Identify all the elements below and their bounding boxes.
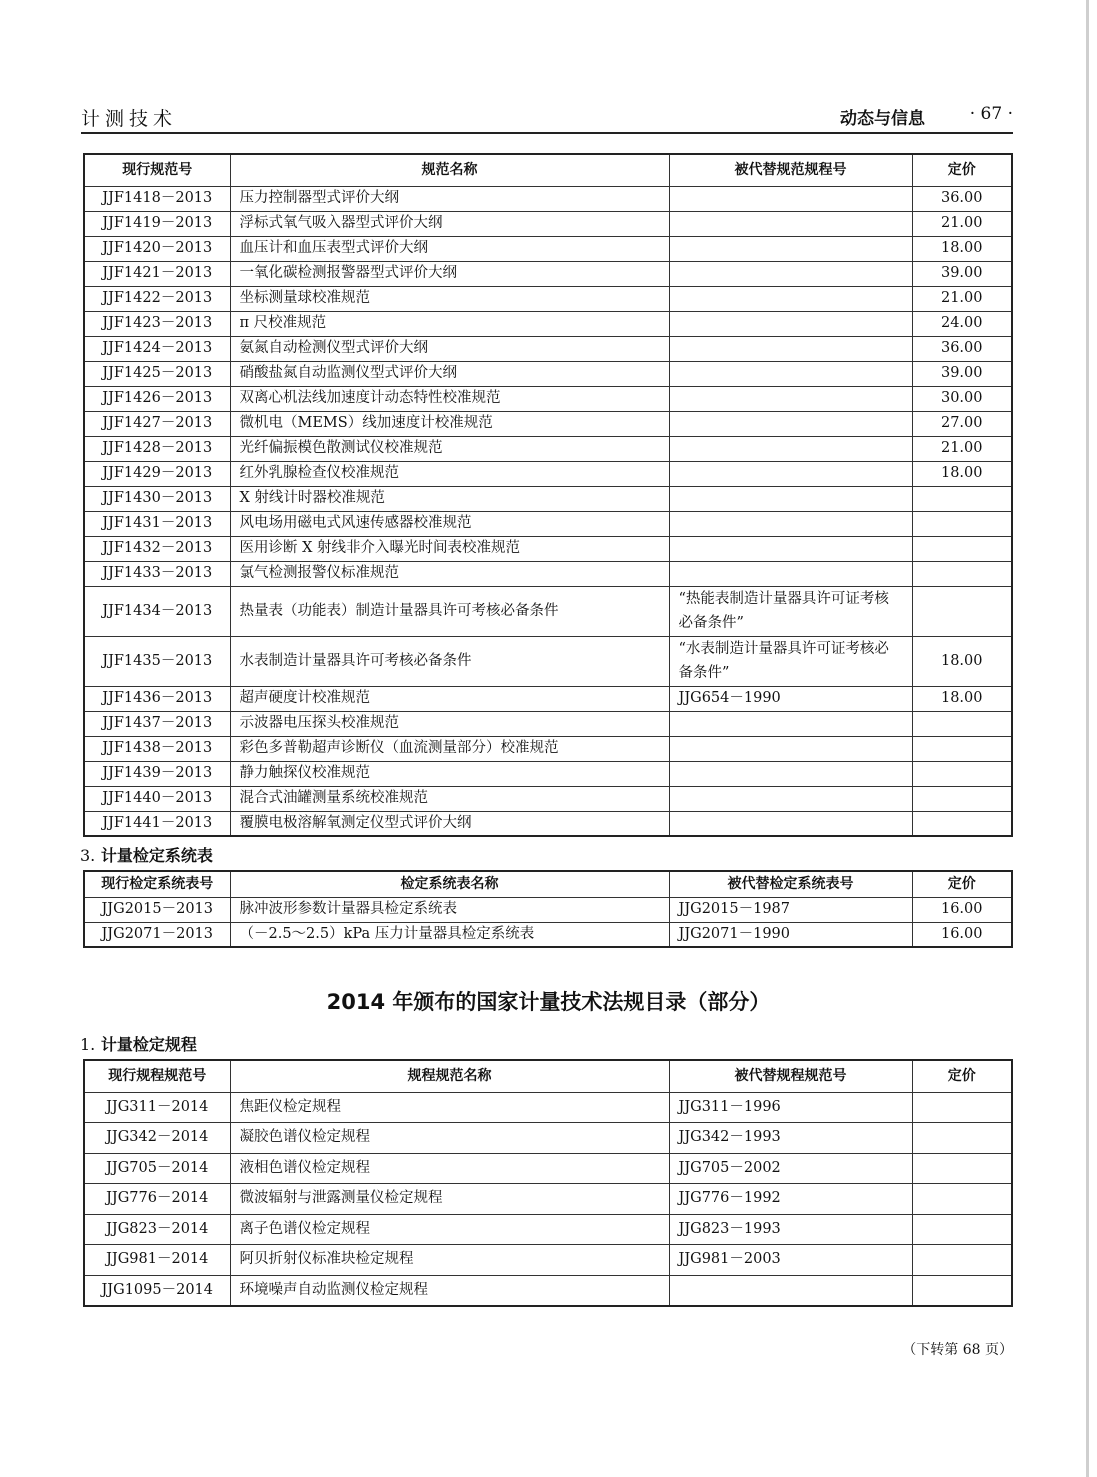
page-number: · 67 ·	[969, 104, 1013, 124]
table-row	[84, 1153, 1012, 1184]
spec-name-cell: 医用诊断 X 射线非介入曝光时间表校准规范	[230, 536, 669, 561]
spec-name-cell: 硝酸盐氮自动监测仪型式评价大纲	[230, 361, 669, 386]
spec-code-cell: JJG1095－2014	[84, 1275, 230, 1306]
replaced-spec-cell: JJG342－1993	[669, 1123, 912, 1154]
replaced-spec-cell	[669, 336, 912, 361]
spec-name-cell: 光纤偏振模色散测试仪校准规范	[230, 436, 669, 461]
replaced-spec-cell	[669, 561, 912, 586]
spec-code-cell: JJF1418－2013	[84, 186, 230, 211]
column-header: 规程规范名称	[230, 1060, 669, 1092]
table-row	[84, 636, 1012, 686]
column-header: 定价	[912, 871, 1012, 897]
spec-code-cell: JJF1430－2013	[84, 486, 230, 511]
spec-code-cell: JJF1434－2013	[84, 586, 230, 636]
replaced-spec-cell: JJG2015－1987	[669, 897, 912, 922]
table-row	[84, 561, 1012, 586]
running-header	[81, 104, 1013, 134]
spec-name-cell: 混合式油罐测量系统校准规范	[230, 786, 669, 811]
replaced-spec-cell	[669, 461, 912, 486]
table-row	[84, 386, 1012, 411]
price-cell	[912, 511, 1012, 536]
spec-name-cell: 坐标测量球校准规范	[230, 286, 669, 311]
spec-name-cell: 一氧化碳检测报警器型式评价大纲	[230, 261, 669, 286]
price-cell	[912, 1275, 1012, 1306]
table-row	[84, 511, 1012, 536]
price-cell	[912, 1092, 1012, 1123]
replaced-spec-cell	[669, 786, 912, 811]
spec-table-2013	[83, 153, 1013, 837]
price-cell	[912, 711, 1012, 736]
column-header: 定价	[912, 154, 1012, 186]
table-row	[84, 536, 1012, 561]
section-number: 1.	[80, 1035, 96, 1054]
spec-code-cell: JJF1429－2013	[84, 461, 230, 486]
spec-name-cell: 彩色多普勒超声诊断仪（血流测量部分）校准规范	[230, 736, 669, 761]
replaced-spec-cell	[669, 411, 912, 436]
replaced-spec-cell: JJG311－1996	[669, 1092, 912, 1123]
spec-code-cell: JJF1420－2013	[84, 236, 230, 261]
replaced-spec-cell	[669, 711, 912, 736]
table-row	[84, 186, 1012, 211]
table-row	[84, 336, 1012, 361]
section-heading	[80, 1032, 197, 1055]
spec-name-cell: 液相色谱仪检定规程	[230, 1153, 669, 1184]
replaced-spec-cell	[669, 386, 912, 411]
price-cell: 36.00	[912, 336, 1012, 361]
price-cell: 18.00	[912, 686, 1012, 711]
price-cell: 30.00	[912, 386, 1012, 411]
price-cell	[912, 1214, 1012, 1245]
spec-name-cell: 水表制造计量器具许可考核必备条件	[230, 636, 669, 686]
replaced-spec-cell	[669, 286, 912, 311]
section-heading	[80, 843, 213, 866]
spec-code-cell: JJF1438－2013	[84, 736, 230, 761]
spec-code-cell: JJF1436－2013	[84, 686, 230, 711]
section-title-text: 计量检定规程	[100, 1035, 197, 1054]
column-header: 现行规程规范号	[84, 1060, 230, 1092]
price-cell	[912, 1245, 1012, 1276]
spec-name-cell: 离子色谱仪检定规程	[230, 1214, 669, 1245]
table-row	[84, 411, 1012, 436]
spec-code-cell: JJG705－2014	[84, 1153, 230, 1184]
spec-name-cell: 氨氮自动检测仪型式评价大纲	[230, 336, 669, 361]
column-header: 定价	[912, 1060, 1012, 1092]
spec-code-cell: JJG342－2014	[84, 1123, 230, 1154]
price-cell	[912, 786, 1012, 811]
table-header-row	[84, 154, 1012, 186]
table-row	[84, 1245, 1012, 1276]
spec-name-cell: 脉冲波形参数计量器具检定系统表	[230, 897, 669, 922]
continuation-note: （下转第 68 页）	[902, 1342, 1013, 1358]
table-body	[84, 1092, 1012, 1306]
table-row	[84, 211, 1012, 236]
spec-code-cell: JJG981－2014	[84, 1245, 230, 1276]
table-header-row	[84, 1060, 1012, 1092]
replaced-spec-cell	[669, 761, 912, 786]
table-body	[84, 897, 1012, 947]
spec-name-cell: 氯气检测报警仪标准规范	[230, 561, 669, 586]
table-row	[84, 736, 1012, 761]
price-cell: 21.00	[912, 211, 1012, 236]
spec-code-cell: JJG776－2014	[84, 1184, 230, 1215]
replaced-spec-cell	[669, 261, 912, 286]
table-row	[84, 686, 1012, 711]
replaced-spec-cell	[669, 736, 912, 761]
spec-name-cell: 环境噪声自动监测仪检定规程	[230, 1275, 669, 1306]
page-edge-rule	[1086, 0, 1089, 1477]
price-cell: 24.00	[912, 311, 1012, 336]
replaced-spec-cell	[669, 511, 912, 536]
table-row	[84, 1275, 1012, 1306]
price-cell: 27.00	[912, 411, 1012, 436]
spec-name-cell: 阿贝折射仪标准块检定规程	[230, 1245, 669, 1276]
price-cell	[912, 1153, 1012, 1184]
price-cell	[912, 486, 1012, 511]
replaced-spec-cell	[669, 236, 912, 261]
spec-name-cell: 示波器电压探头校准规范	[230, 711, 669, 736]
table-row	[84, 361, 1012, 386]
price-cell: 18.00	[912, 461, 1012, 486]
spec-code-cell: JJF1441－2013	[84, 811, 230, 836]
spec-name-cell: 静力触探仪校准规范	[230, 761, 669, 786]
spec-code-cell: JJF1419－2013	[84, 211, 230, 236]
spec-name-cell: 微机电（MEMS）线加速度计校准规范	[230, 411, 669, 436]
replaced-spec-cell	[669, 486, 912, 511]
table-row	[84, 236, 1012, 261]
spec-code-cell: JJF1425－2013	[84, 361, 230, 386]
spec-code-cell: JJF1431－2013	[84, 511, 230, 536]
table-row	[84, 286, 1012, 311]
replaced-spec-cell	[669, 436, 912, 461]
table-row	[84, 311, 1012, 336]
spec-code-cell: JJG823－2014	[84, 1214, 230, 1245]
price-cell	[912, 811, 1012, 836]
price-cell	[912, 1123, 1012, 1154]
replaced-spec-cell: JJG654－1990	[669, 686, 912, 711]
replaced-spec-cell: JJG776－1992	[669, 1184, 912, 1215]
spec-code-cell: JJF1427－2013	[84, 411, 230, 436]
spec-name-cell: 浮标式氧气吸入器型式评价大纲	[230, 211, 669, 236]
spec-name-cell: 热量表（功能表）制造计量器具许可考核必备条件	[230, 586, 669, 636]
table-row	[84, 1092, 1012, 1123]
table-row	[84, 786, 1012, 811]
table-row	[84, 436, 1012, 461]
table-row	[84, 1184, 1012, 1215]
spec-code-cell: JJF1432－2013	[84, 536, 230, 561]
spec-name-cell: π 尺校准规范	[230, 311, 669, 336]
spec-code-cell: JJF1437－2013	[84, 711, 230, 736]
spec-name-cell: 双离心机法线加速度计动态特性校准规范	[230, 386, 669, 411]
spec-name-cell: 压力控制器型式评价大纲	[230, 186, 669, 211]
spec-code-cell: JJG2071－2013	[84, 922, 230, 947]
price-cell: 16.00	[912, 897, 1012, 922]
spec-code-cell: JJF1422－2013	[84, 286, 230, 311]
table-row	[84, 586, 1012, 636]
table-row	[84, 486, 1012, 511]
replaced-spec-cell	[669, 1275, 912, 1306]
spec-code-cell: JJG311－2014	[84, 1092, 230, 1123]
price-cell	[912, 536, 1012, 561]
table-row	[84, 761, 1012, 786]
table-row	[84, 261, 1012, 286]
journal-title: 计测技术	[81, 108, 178, 130]
section-title: 动态与信息	[840, 109, 925, 129]
column-header: 检定系统表名称	[230, 871, 669, 897]
table-row	[84, 711, 1012, 736]
spec-name-cell: 红外乳腺检查仪校准规范	[230, 461, 669, 486]
price-cell: 36.00	[912, 186, 1012, 211]
column-header: 被代替规范规程号	[669, 154, 912, 186]
section-number: 3.	[80, 846, 96, 865]
price-cell	[912, 736, 1012, 761]
spec-code-cell: JJF1424－2013	[84, 336, 230, 361]
column-header: 被代替检定系统表号	[669, 871, 912, 897]
spec-code-cell: JJF1421－2013	[84, 261, 230, 286]
replaced-spec-cell: “热能表制造计量器具许可证考核必备条件”	[669, 586, 912, 636]
replaced-spec-cell	[669, 211, 912, 236]
price-cell: 39.00	[912, 361, 1012, 386]
spec-name-cell: 微波辐射与泄露测量仪检定规程	[230, 1184, 669, 1215]
table-body	[84, 186, 1012, 836]
spec-name-cell: 凝胶色谱仪检定规程	[230, 1123, 669, 1154]
spec-code-cell: JJG2015－2013	[84, 897, 230, 922]
verification-system-table	[83, 870, 1013, 948]
spec-code-cell: JJF1428－2013	[84, 436, 230, 461]
replaced-spec-cell	[669, 311, 912, 336]
section-title-text: 计量检定系统表	[100, 846, 213, 865]
table-header-row	[84, 871, 1012, 897]
spec-code-cell: JJF1440－2013	[84, 786, 230, 811]
price-cell	[912, 1184, 1012, 1215]
replaced-spec-cell	[669, 361, 912, 386]
price-cell	[912, 586, 1012, 636]
replaced-spec-cell: JJG981－2003	[669, 1245, 912, 1276]
table-row	[84, 1214, 1012, 1245]
spec-code-cell: JJF1423－2013	[84, 311, 230, 336]
spec-name-cell: （－2.5～2.5）kPa 压力计量器具检定系统表	[230, 922, 669, 947]
table-row	[84, 461, 1012, 486]
price-cell: 39.00	[912, 261, 1012, 286]
price-cell: 18.00	[912, 236, 1012, 261]
verification-regulation-table-2014	[83, 1059, 1013, 1307]
column-header: 规范名称	[230, 154, 669, 186]
spec-name-cell: 焦距仪检定规程	[230, 1092, 669, 1123]
column-header: 现行检定系统表号	[84, 871, 230, 897]
spec-name-cell: 超声硬度计校准规范	[230, 686, 669, 711]
price-cell	[912, 561, 1012, 586]
spec-name-cell: X 射线计时器校准规范	[230, 486, 669, 511]
replaced-spec-cell: JJG705－2002	[669, 1153, 912, 1184]
replaced-spec-cell: JJG2071－1990	[669, 922, 912, 947]
spec-code-cell: JJF1439－2013	[84, 761, 230, 786]
table-row	[84, 922, 1012, 947]
price-cell: 18.00	[912, 636, 1012, 686]
price-cell	[912, 761, 1012, 786]
spec-code-cell: JJF1433－2013	[84, 561, 230, 586]
table-row	[84, 811, 1012, 836]
column-header: 被代替规程规范号	[669, 1060, 912, 1092]
replaced-spec-cell	[669, 186, 912, 211]
spec-name-cell: 血压计和血压表型式评价大纲	[230, 236, 669, 261]
spec-code-cell: JJF1426－2013	[84, 386, 230, 411]
spec-code-cell: JJF1435－2013	[84, 636, 230, 686]
column-header: 现行规范号	[84, 154, 230, 186]
replaced-spec-cell: “水表制造计量器具许可证考核必备条件”	[669, 636, 912, 686]
replaced-spec-cell: JJG823－1993	[669, 1214, 912, 1245]
table-row	[84, 1123, 1012, 1154]
spec-name-cell: 覆膜电极溶解氧测定仪型式评价大纲	[230, 811, 669, 836]
spec-name-cell: 风电场用磁电式风速传感器校准规范	[230, 511, 669, 536]
replaced-spec-cell	[669, 811, 912, 836]
price-cell: 21.00	[912, 286, 1012, 311]
table-row	[84, 897, 1012, 922]
price-cell: 21.00	[912, 436, 1012, 461]
replaced-spec-cell	[669, 536, 912, 561]
main-title: 2014 年颁布的国家计量技术法规目录（部分）	[326, 990, 771, 1014]
price-cell: 16.00	[912, 922, 1012, 947]
